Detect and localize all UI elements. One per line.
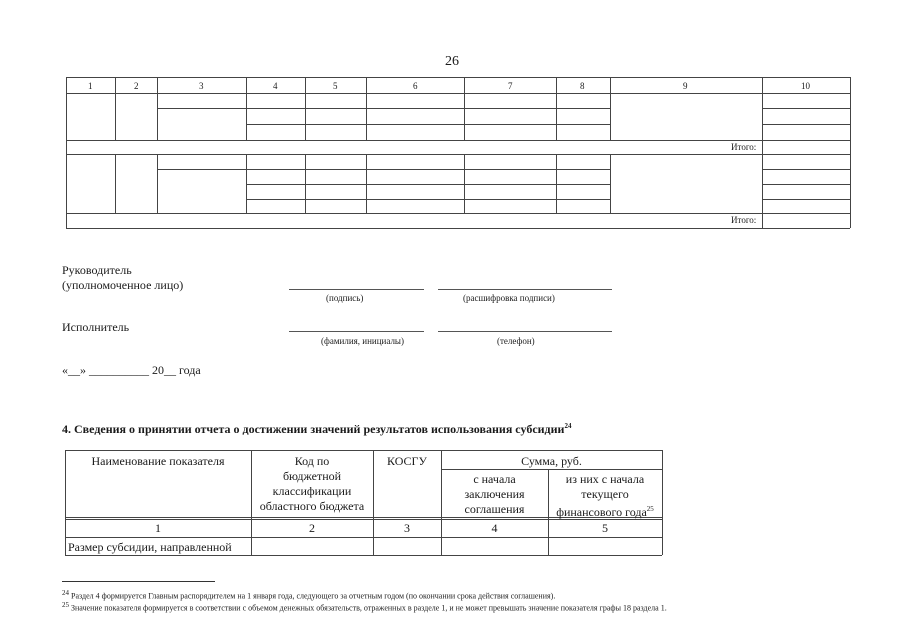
col-number-8: 8 — [580, 81, 585, 91]
footnote-25-mark: 25 — [62, 601, 69, 609]
col-number-5: 5 — [333, 81, 338, 91]
row-subsidy-label: Размер субсидии, направленной — [68, 540, 232, 554]
header-kosgu: КОСГУ — [387, 454, 427, 468]
header-budget-code-l4: областного бюджета — [259, 499, 365, 513]
header-budget-code-l1: Код по — [294, 454, 330, 468]
footnote-25-text: Значение показателя формируется в соответствии с объемом денежных обязательств, отраженных в разделе 1, и не может превышать значение показателя графы 18 раздела 1. — [69, 603, 667, 613]
footnote-24 — [62, 589, 555, 601]
s4-col-number-1: 1 — [155, 521, 161, 535]
caption-signature: (подпись) — [326, 293, 364, 303]
total-label: Итого: — [731, 142, 757, 152]
page-number: 26 — [445, 54, 459, 69]
header-since-start-l2: заключения — [464, 487, 525, 501]
caption-phone: (телефон) — [497, 336, 535, 346]
header-since-start-l1: с начала — [473, 472, 516, 486]
col-number-4: 4 — [273, 81, 278, 91]
section-4-title-text: 4. Сведения о принятии отчета о достижении значений результатов использования субсидии — [62, 422, 565, 436]
caption-name: (фамилия, инициалы) — [321, 336, 404, 346]
col-number-9: 9 — [683, 81, 688, 91]
s4-col-number-2: 2 — [309, 521, 315, 535]
col-number-3: 3 — [199, 81, 204, 91]
header-this-year-l3: финансового года — [556, 505, 647, 519]
col-number-2: 2 — [134, 81, 139, 91]
header-budget-code-l2: бюджетной — [282, 469, 342, 483]
header-this-year-l1: из них с начала — [565, 472, 645, 486]
header-indicator: Наименование показателя — [91, 454, 225, 468]
header-since-start — [441, 472, 548, 517]
header-since-start-l3: соглашения — [464, 502, 525, 516]
footnote-ref-25: 25 — [646, 505, 654, 513]
footnote-ref-24: 24 — [564, 422, 572, 430]
col-number-7: 7 — [508, 81, 513, 91]
executor-label: Исполнитель — [62, 320, 130, 334]
footnote-24-mark: 24 — [62, 589, 69, 597]
caption-decoding: (расшифровка подписи) — [463, 293, 555, 303]
header-budget-code-l3: классификации — [272, 484, 352, 498]
section-4-title — [62, 422, 571, 437]
header-this-year-l2: текущего — [581, 487, 629, 501]
head-label: Руководитель — [62, 263, 132, 277]
header-sum: Сумма, руб. — [521, 454, 582, 468]
s4-col-number-4: 4 — [491, 521, 498, 535]
head-label-sub: (уполномоченное лицо) — [62, 278, 184, 292]
s4-col-number-5: 5 — [602, 521, 608, 535]
footnote-24-text: Раздел 4 формируется Главным распорядителем на 1 января года, следующего за отчетным годом (по окончании срока действия соглашения). — [69, 591, 556, 601]
total-label: Итого: — [731, 215, 757, 225]
header-this-year — [548, 472, 662, 520]
s4-col-number-3: 3 — [404, 521, 410, 535]
footnote-separator — [62, 581, 215, 582]
footnote-25 — [62, 601, 667, 613]
col-number-10: 10 — [801, 81, 810, 91]
col-number-1: 1 — [88, 81, 93, 91]
header-budget-code — [251, 454, 373, 514]
date-line: «__» __________ 20__ года — [62, 363, 201, 377]
col-number-6: 6 — [413, 81, 418, 91]
